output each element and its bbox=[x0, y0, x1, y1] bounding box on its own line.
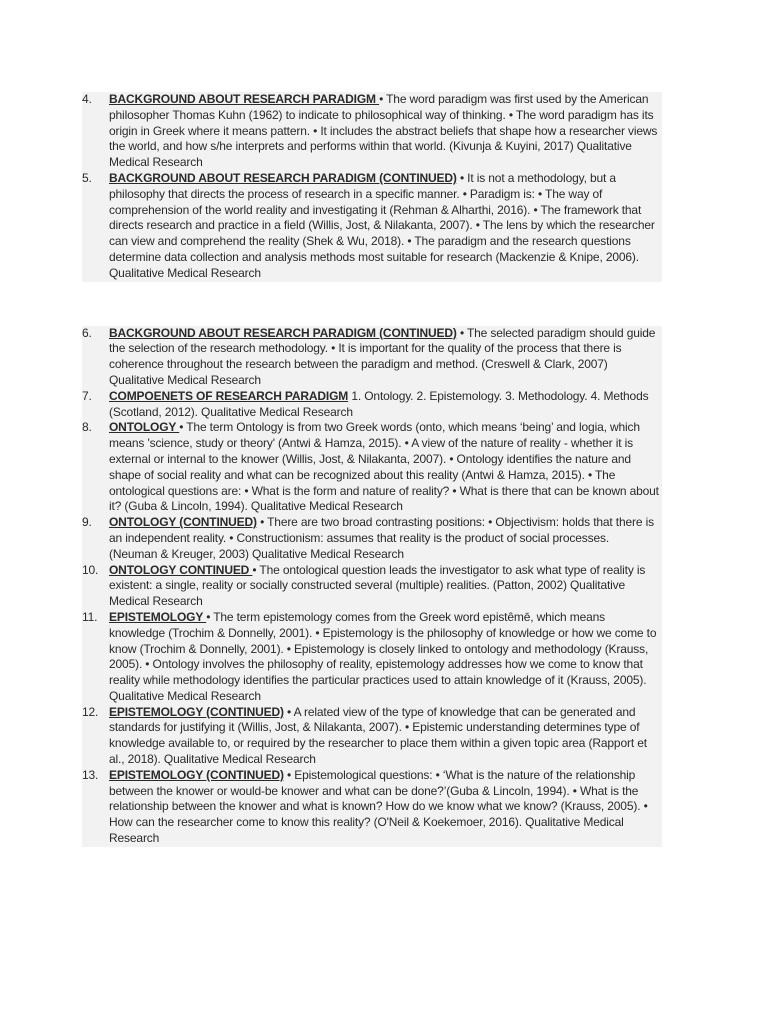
item-number: 6. bbox=[82, 325, 92, 340]
item-body: • The selected paradigm should guide the selection of the research methodology. • It is important for the quality of the process that there is coherence throughout the research between the paradigm and method. (Creswell & Clark, 2007) Qualitative Medical Research bbox=[109, 325, 656, 387]
item-body: • The word paradigm was first used by the American philosopher Thomas Kuhn (1962) to indicate to philosophical way of thinking. • The word paradigm has its origin in Greek where it means pattern. • It includes the abstract beliefs that shape how a researcher views the world, and how s/he interprets and performs within that world. (Kivunja & Kuyini, 2017) Qualitative Medical Research bbox=[109, 92, 658, 170]
item-number: 10. bbox=[82, 562, 99, 577]
item-body: • The term epistemology comes from the Greek word epistêmē, which means knowledge (Trochim & Donnelly, 2001). • Epistemology is the philosophy of knowledge or how we come to know (Trochim & Donnelly, 2001). • Epistemology is closely linked to ontology and methodology (Krauss, 2005). • Ontology involves the philosophy of reality, epistemology addresses how we come to know that reality while methodology identifies the particular practices used to attain knowledge of it (Krauss, 2005). Qualitative Medical Research bbox=[109, 609, 657, 703]
item-heading: BACKGROUND ABOUT RESEARCH PARADIGM (CONTINUED) bbox=[109, 325, 457, 340]
item-body: • There are two broad contrasting positions: • Objectivism: holds that there is an independent reality. • Constructionism: assumes that reality is the product of social processes. (Neuman & Kreuger, 2003) Qualitative Medical Research bbox=[109, 515, 654, 561]
item-heading: EPISTEMOLOGY bbox=[109, 609, 207, 624]
item-heading: BACKGROUND ABOUT RESEARCH PARADIGM bbox=[109, 92, 380, 106]
item-number: 7. bbox=[82, 388, 92, 403]
list-item bbox=[82, 171, 662, 282]
item-body: 1. Ontology. 2. Epistemology. 3. Methodology. 4. Methods (Scotland, 2012). Qualitative Medical Research bbox=[109, 388, 649, 419]
item-number: 9. bbox=[82, 515, 92, 530]
list-item bbox=[82, 563, 662, 610]
item-number: 5. bbox=[82, 170, 92, 185]
list-item bbox=[82, 326, 662, 389]
item-number: 8. bbox=[82, 420, 92, 435]
item-heading: COMPOENETS OF RESEARCH PARADIGM bbox=[109, 388, 349, 403]
list-item bbox=[82, 420, 662, 515]
list-item bbox=[82, 515, 662, 562]
item-body: • A related view of the type of knowledge that can be generated and standards for justifying it (Willis, Jost, & Nilakanta, 2007). • Epistemic understanding determines type of knowledge available to, or required by the researcher to place them within a given topic area (Rapport et al., 2018). Qualitative Medical Research bbox=[109, 704, 647, 767]
item-number: 11. bbox=[82, 609, 98, 624]
item-number: 12. bbox=[82, 704, 99, 719]
item-heading: BACKGROUND ABOUT RESEARCH PARADIGM (CONTINUED) bbox=[109, 170, 457, 185]
item-body: • It is not a methodology, but a philosophy that directs the process of research in a specific manner. • Paradigm is: • The way of comprehension of the world reality and investigating it (Rehman & Alharthi, 2016). • The framework that directs research and practice in a field (Willis, Jost, & Nilakanta, 2007). • The lens by which the researcher can view and comprehend the reality (Shek & Wu, 2018). • The paradigm and the research questions determine data collection and analysis methods most suitable for research (Mackenzie & Knipe, 2006). Qualitative Medical Research bbox=[109, 170, 655, 280]
numbered-list bbox=[82, 92, 662, 847]
page-gap bbox=[82, 282, 662, 326]
item-heading: EPISTEMOLOGY (CONTINUED) bbox=[109, 767, 284, 782]
item-body: • Epistemological questions: • ‘What is the nature of the relationship between the knower or would-be knower and what can be done?’(Guba & Lincoln, 1994). • What is the relationship between the knower and what is known? How do we know what we know? (Krauss, 2005). • How can the researcher come to know this reality? (O'Neil & Koekemoer, 2016). Qualitative Medical Research bbox=[109, 767, 648, 846]
item-number: 13. bbox=[82, 767, 99, 782]
item-heading: ONTOLOGY bbox=[109, 420, 180, 435]
list-item bbox=[82, 92, 662, 171]
list-item bbox=[82, 768, 662, 847]
item-heading: ONTOLOGY CONTINUED bbox=[109, 562, 253, 577]
item-body: • The ontological question leads the investigator to ask what type of reality is existent: a single, reality or socially constructed several (multiple) realities. (Patton, 2002) Qualitative Medical Research bbox=[109, 562, 646, 609]
list-item bbox=[82, 610, 662, 705]
item-heading: ONTOLOGY (CONTINUED) bbox=[109, 515, 257, 530]
item-heading: EPISTEMOLOGY (CONTINUED) bbox=[109, 704, 284, 719]
item-body: • The term Ontology is from two Greek words (onto, which means ‘being’ and logia, which means 'science, study or theory' (Antwi & Hamza, 2015). • A view of the nature of reality - whether it is external or internal to the knower (Willis, Jost, & Nilakanta, 2007). • Ontology identifies the nature and shape of social reality and what can be recognized about this reality (Antwi & Hamza, 2015). • The ontological questions are: • What is the form and nature of reality? • What is there that can be known about it? (Guba & Lincoln, 1994). Qualitative Medical Research bbox=[109, 420, 659, 514]
list-item bbox=[82, 389, 662, 421]
item-number: 4. bbox=[82, 92, 92, 106]
list-item bbox=[82, 705, 662, 768]
